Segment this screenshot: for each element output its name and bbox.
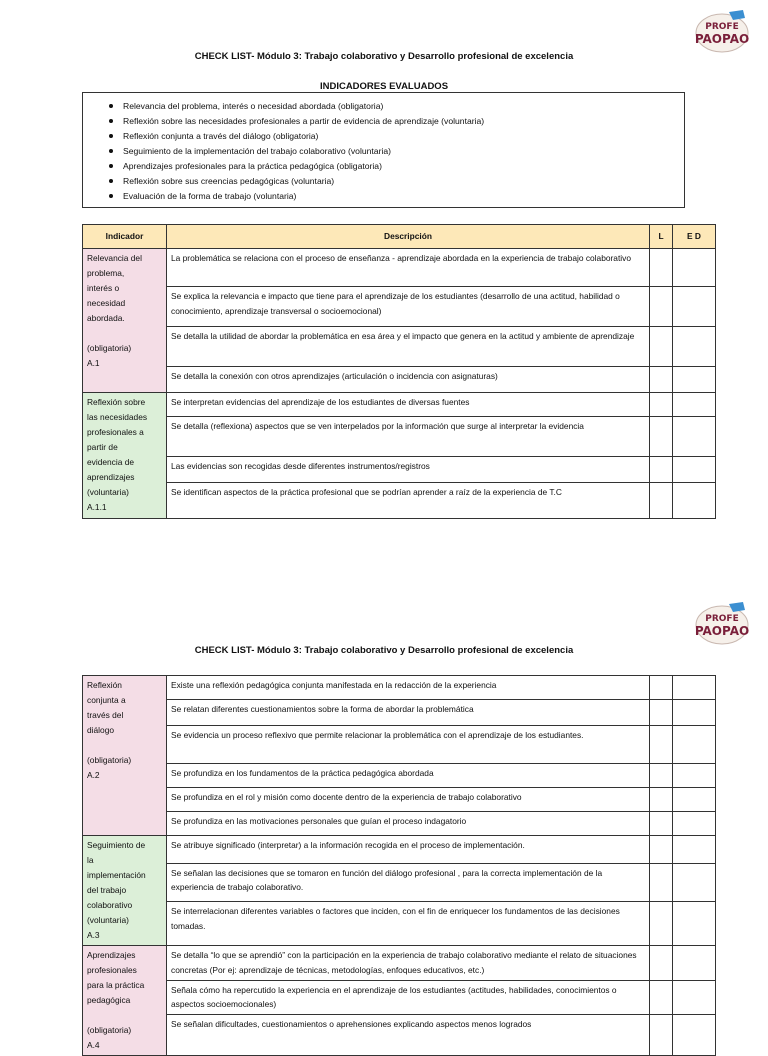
description-cell: Se profundiza en el rol y misión como docente dentro de la experiencia de trabajo colaborativo (167, 788, 650, 812)
table-row (83, 764, 716, 788)
l-check-cell[interactable] (650, 393, 673, 417)
l-check-cell[interactable] (650, 1015, 673, 1056)
indicator-item: Relevancia del problema, interés o necesidad abordada (obligatoria) (123, 99, 684, 114)
indicator-item: Reflexión conjunta a través del diálogo (obligatoria) (123, 129, 684, 144)
l-check-cell[interactable] (650, 946, 673, 981)
table-row (83, 287, 716, 327)
description-cell: Se evidencia un proceso reflexivo que permite relacionar la problemática con el aprendizaje de los estudiantes. (167, 726, 650, 764)
description-cell: Se interpretan evidencias del aprendizaje de los estudiantes de diversas fuentes (167, 393, 650, 417)
l-check-cell[interactable] (650, 863, 673, 902)
l-check-cell[interactable] (650, 836, 673, 864)
description-cell: Se profundiza en los fundamentos de la práctica pedagógica abordada (167, 764, 650, 788)
indicator-item: Reflexión sobre sus creencias pedagógicas (voluntaria) (123, 174, 684, 189)
table-row (83, 417, 716, 457)
indicator-line: implementación (87, 870, 146, 880)
indicator-line: profesionales (87, 965, 137, 975)
ed-check-cell[interactable] (673, 393, 716, 417)
l-check-cell[interactable] (650, 700, 673, 726)
ed-check-cell[interactable] (673, 812, 716, 836)
indicator-line: la (87, 855, 94, 865)
description-cell: Se identifican aspectos de la práctica profesional que se podrían aprender a raíz de la experiencia de T.C (167, 483, 650, 519)
indicator-line: colaborativo (87, 900, 133, 910)
svg-text:PAOPAO: PAOPAO (694, 32, 750, 46)
indicator-item: Reflexión sobre las necesidades profesionales a partir de evidencia de aprendizaje (voluntaria) (123, 114, 684, 129)
description-cell: Se señalan las decisiones que se tomaron en función del diálogo profesional , para la correcta implementación de la experiencia de trabajo colaborativo. (167, 863, 650, 902)
header-ed: E D (673, 225, 716, 249)
description-cell: Las evidencias son recogidas desde diferentes instrumentos/registros (167, 457, 650, 483)
l-check-cell[interactable] (650, 249, 673, 287)
svg-text:PROFE: PROFE (705, 22, 739, 32)
table-row (83, 249, 716, 287)
indicator-line: A.3 (87, 930, 100, 940)
description-cell: Se detalla “lo que se aprendió” con la participación en la experiencia de trabajo colaborativo mediante el relato de situaciones concretas (Por ej: aprendizaje de técnicas, metodologías, enfoques educativos, etc.) (167, 946, 650, 981)
table-row (83, 327, 716, 367)
ed-check-cell[interactable] (673, 327, 716, 367)
indicator-cell (83, 836, 167, 946)
indicator-line: Reflexión sobre (87, 397, 146, 407)
indicator-line: abordada. (87, 313, 125, 323)
description-cell: Se señalan dificultades, cuestionamientos o aprehensiones explicando aspectos menos logrados (167, 1015, 650, 1056)
ed-check-cell[interactable] (673, 946, 716, 981)
table-row (83, 393, 716, 417)
ed-check-cell[interactable] (673, 980, 716, 1015)
indicator-line: Reflexión (87, 680, 122, 690)
description-cell: Se detalla (reflexiona) aspectos que se ven interpelados por la información que surge al interpretar la evidencia (167, 417, 650, 457)
l-check-cell[interactable] (650, 417, 673, 457)
description-cell: Se relatan diferentes cuestionamientos sobre la forma de abordar la problemática (167, 700, 650, 726)
indicator-line: evidencia de (87, 457, 135, 467)
ed-check-cell[interactable] (673, 249, 716, 287)
ed-check-cell[interactable] (673, 788, 716, 812)
svg-text:PAOPAO: PAOPAO (694, 624, 750, 638)
indicator-cell (83, 946, 167, 1056)
description-cell: Se explica la relevancia e impacto que tiene para el aprendizaje de los estudiantes (desarrollo de una actitud, habilidad o conocimiento, aprendizaje transversal o socioemocional) (167, 287, 650, 327)
header-l: L (650, 225, 673, 249)
ed-check-cell[interactable] (673, 863, 716, 902)
description-cell: Se profundiza en las motivaciones personales que guían el proceso indagatorio (167, 812, 650, 836)
ed-check-cell[interactable] (673, 726, 716, 764)
indicator-line: pedagógica (87, 995, 131, 1005)
indicator-line: Relevancia del (87, 253, 142, 263)
table-row (83, 700, 716, 726)
table-row (83, 946, 716, 981)
description-cell: Se detalla la conexión con otros aprendizajes (articulación o incidencia con asignaturas) (167, 367, 650, 393)
profe-paopao-logo (693, 600, 751, 646)
indicator-line: Aprendizajes (87, 950, 136, 960)
indicator-cell (83, 249, 167, 393)
indicator-item: Seguimiento de la implementación del trabajo colaborativo (voluntaria) (123, 144, 684, 159)
description-cell: Se interrelacionan diferentes variables o factores que inciden, con el fin de enriquecer los fundamentos de las decisiones tomadas. (167, 902, 650, 946)
indicator-line: diálogo (87, 725, 115, 735)
indicator-line: Seguimiento de (87, 840, 146, 850)
indicator-item: Aprendizajes profesionales para la práctica pedagógica (obligatoria) (123, 159, 684, 174)
table-row (83, 788, 716, 812)
indicator-line: partir de (87, 442, 118, 452)
indicators-list (83, 93, 684, 204)
l-check-cell[interactable] (650, 287, 673, 327)
ed-check-cell[interactable] (673, 417, 716, 457)
l-check-cell[interactable] (650, 726, 673, 764)
indicator-line: (obligatoria) (87, 1025, 132, 1035)
indicator-cell (83, 676, 167, 836)
indicator-line: A.1.1 (87, 502, 107, 512)
indicator-cell (83, 393, 167, 519)
indicator-line: problema, (87, 268, 125, 278)
profe-paopao-logo (693, 8, 751, 54)
l-check-cell[interactable] (650, 367, 673, 393)
indicator-line: aprendizajes (87, 472, 135, 482)
indicator-line: las necesidades (87, 412, 148, 422)
ed-check-cell[interactable] (673, 836, 716, 864)
table-row (83, 676, 716, 700)
description-cell: La problemática se relaciona con el proceso de enseñanza - aprendizaje abordada en la experiencia de trabajo colaborativo (167, 249, 650, 287)
table-row (83, 726, 716, 764)
header-description: Descripción (167, 225, 650, 249)
ed-check-cell[interactable] (673, 764, 716, 788)
l-check-cell[interactable] (650, 327, 673, 367)
table-row (83, 367, 716, 393)
indicator-item: Evaluación de la forma de trabajo (voluntaria) (123, 189, 684, 204)
l-check-cell[interactable] (650, 902, 673, 946)
description-cell: Se detalla la utilidad de abordar la problemática en esa área y el impacto que genera en la actitud y ambiente de aprendizaje (167, 327, 650, 367)
indicator-line: (obligatoria) (87, 343, 132, 353)
svg-text:PROFE: PROFE (705, 614, 739, 624)
ed-check-cell[interactable] (673, 483, 716, 519)
indicator-line (87, 326, 162, 341)
indicator-line: necesidad (87, 298, 126, 308)
indicator-line: A.1 (87, 358, 100, 368)
indicator-line: para la práctica (87, 980, 145, 990)
document-title: CHECK LIST- Módulo 3: Trabajo colaborativo y Desarrollo profesional de excelencia (194, 51, 574, 62)
ed-check-cell[interactable] (673, 700, 716, 726)
indicator-line: conjunta a (87, 695, 126, 705)
l-check-cell[interactable] (650, 812, 673, 836)
table-row (83, 457, 716, 483)
ed-check-cell[interactable] (673, 676, 716, 700)
indicator-line: interés o (87, 283, 120, 293)
checklist-table-page-2 (82, 675, 716, 1056)
description-cell: Existe una reflexión pedagógica conjunta manifestada en la redacción de la experiencia (167, 676, 650, 700)
indicators-heading: INDICADORES EVALUADOS (319, 81, 449, 92)
ed-check-cell[interactable] (673, 287, 716, 327)
table-row (83, 812, 716, 836)
header-indicator: Indicador (83, 225, 167, 249)
l-check-cell[interactable] (650, 676, 673, 700)
table-row (83, 863, 716, 902)
indicator-line: profesionales a (87, 427, 144, 437)
description-cell: Señala cómo ha repercutido la experiencia en el aprendizaje de los estudiantes (actitudes, habilidades, conocimientos o aspectos socioemocionales) (167, 980, 650, 1015)
ed-check-cell[interactable] (673, 902, 716, 946)
document-title: CHECK LIST- Módulo 3: Trabajo colaborativo y Desarrollo profesional de excelencia (194, 645, 574, 656)
indicator-line: A.4 (87, 1040, 100, 1050)
l-check-cell[interactable] (650, 457, 673, 483)
table-row (83, 902, 716, 946)
indicator-line: del trabajo (87, 885, 127, 895)
indicator-line: (voluntaria) (87, 487, 129, 497)
table-row (83, 980, 716, 1015)
indicators-list-box (82, 92, 685, 208)
indicator-line (87, 1008, 162, 1023)
ed-check-cell[interactable] (673, 457, 716, 483)
table-row (83, 836, 716, 864)
table-row (83, 1015, 716, 1056)
indicator-line: (obligatoria) (87, 755, 132, 765)
indicator-line (87, 738, 162, 753)
ed-check-cell[interactable] (673, 1015, 716, 1056)
checklist-table-page-1 (82, 224, 716, 519)
l-check-cell[interactable] (650, 764, 673, 788)
table-header-row (83, 225, 716, 249)
l-check-cell[interactable] (650, 788, 673, 812)
ed-check-cell[interactable] (673, 367, 716, 393)
indicator-line: (voluntaria) (87, 915, 129, 925)
table-row (83, 483, 716, 519)
l-check-cell[interactable] (650, 980, 673, 1015)
l-check-cell[interactable] (650, 483, 673, 519)
description-cell: Se atribuye significado (interpretar) a la información recogida en el proceso de implementación. (167, 836, 650, 864)
indicator-line: A.2 (87, 770, 100, 780)
indicator-line: través del (87, 710, 124, 720)
